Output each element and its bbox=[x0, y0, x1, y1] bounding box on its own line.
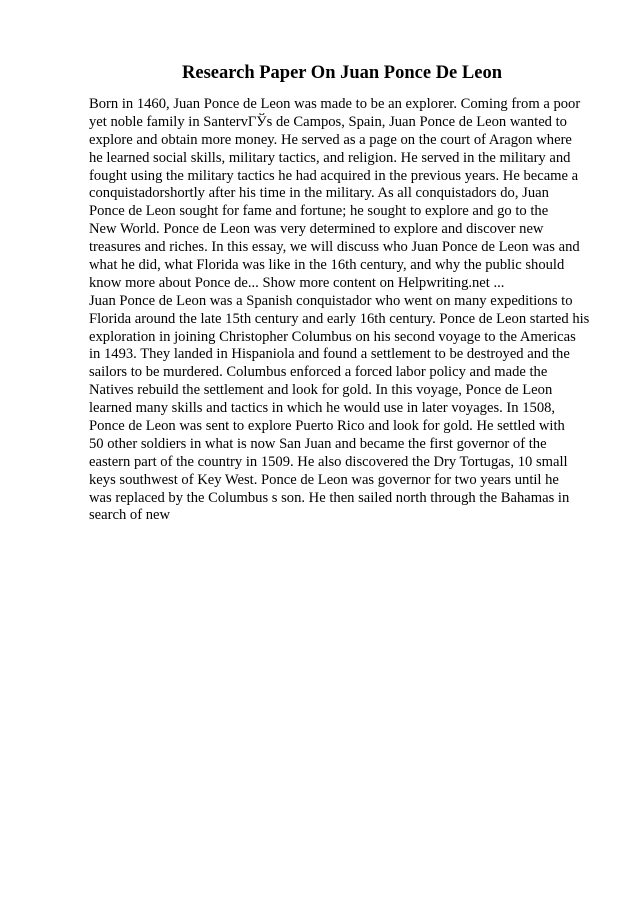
body-line: Natives rebuild the settlement and look for gold. In this voyage, Ponce de Leon bbox=[89, 382, 553, 399]
body-line: keys southwest of Key West. Ponce de Leon was governor for two years until he bbox=[89, 471, 559, 488]
body-line: exploration in joining Christopher Columbus on his second voyage to the Americas bbox=[89, 328, 576, 345]
body-line: Juan Ponce de Leon was a Spanish conquistador who went on many expeditions to bbox=[89, 292, 573, 309]
body-line: sailors to be murdered. Columbus enforced a forced labor policy and made the bbox=[89, 364, 548, 381]
body-line: in 1493. They landed in Hispaniola and found a settlement to be destroyed and the bbox=[89, 346, 570, 363]
body-line: learned many skills and tactics in which he would use in later voyages. In 1508, bbox=[89, 400, 556, 417]
body-line: Born in 1460, Juan Ponce de Leon was made to be an explorer. Coming from a poor bbox=[89, 96, 581, 112]
body-line: was replaced by the Columbus s son. He then sailed north through the Bahamas in bbox=[89, 489, 570, 506]
body-line: what he did, what Florida was like in the 16th century, and why the public should bbox=[89, 257, 565, 274]
document-title: Research Paper On Juan Ponce De Leon bbox=[182, 63, 502, 83]
body-line: treasures and riches. In this essay, we will discuss who Juan Ponce de Leon was and bbox=[89, 239, 580, 256]
body-line: Ponce de Leon was sent to explore Puerto Rico and look for gold. He settled with bbox=[89, 418, 565, 435]
body-line: 50 other soldiers in what is now San Juan and became the first governor of the bbox=[89, 435, 547, 452]
document-body bbox=[89, 96, 609, 525]
body-line: fought using the military tactics he had acquired in the previous years. He became a bbox=[89, 167, 579, 184]
body-line: conquistadorshortly after his time in the military. As all conquistadors do, Juan bbox=[89, 185, 549, 202]
body-line: Florida around the late 15th century and early 16th century. Ponce de Leon started his bbox=[89, 310, 590, 327]
body-line: Ponce de Leon sought for fame and fortune; he sought to explore and go to the bbox=[89, 203, 549, 220]
body-line: explore and obtain more money. He served as a page on the court of Aragon where bbox=[89, 131, 572, 148]
body-line: New World. Ponce de Leon was very determined to explore and discover new bbox=[89, 221, 544, 238]
body-line: he learned social skills, military tactics, and religion. He served in the military and bbox=[89, 149, 571, 166]
body-line: search of new bbox=[89, 507, 171, 524]
body-line: know more about Ponce de... Show more content on Helpwriting.net ... bbox=[89, 274, 505, 291]
body-line: eastern part of the country in 1509. He also discovered the Dry Tortugas, 10 small bbox=[89, 453, 568, 470]
body-line: yet noble family in SantervГЎs de Campos, Spain, Juan Ponce de Leon wanted to bbox=[89, 113, 567, 130]
